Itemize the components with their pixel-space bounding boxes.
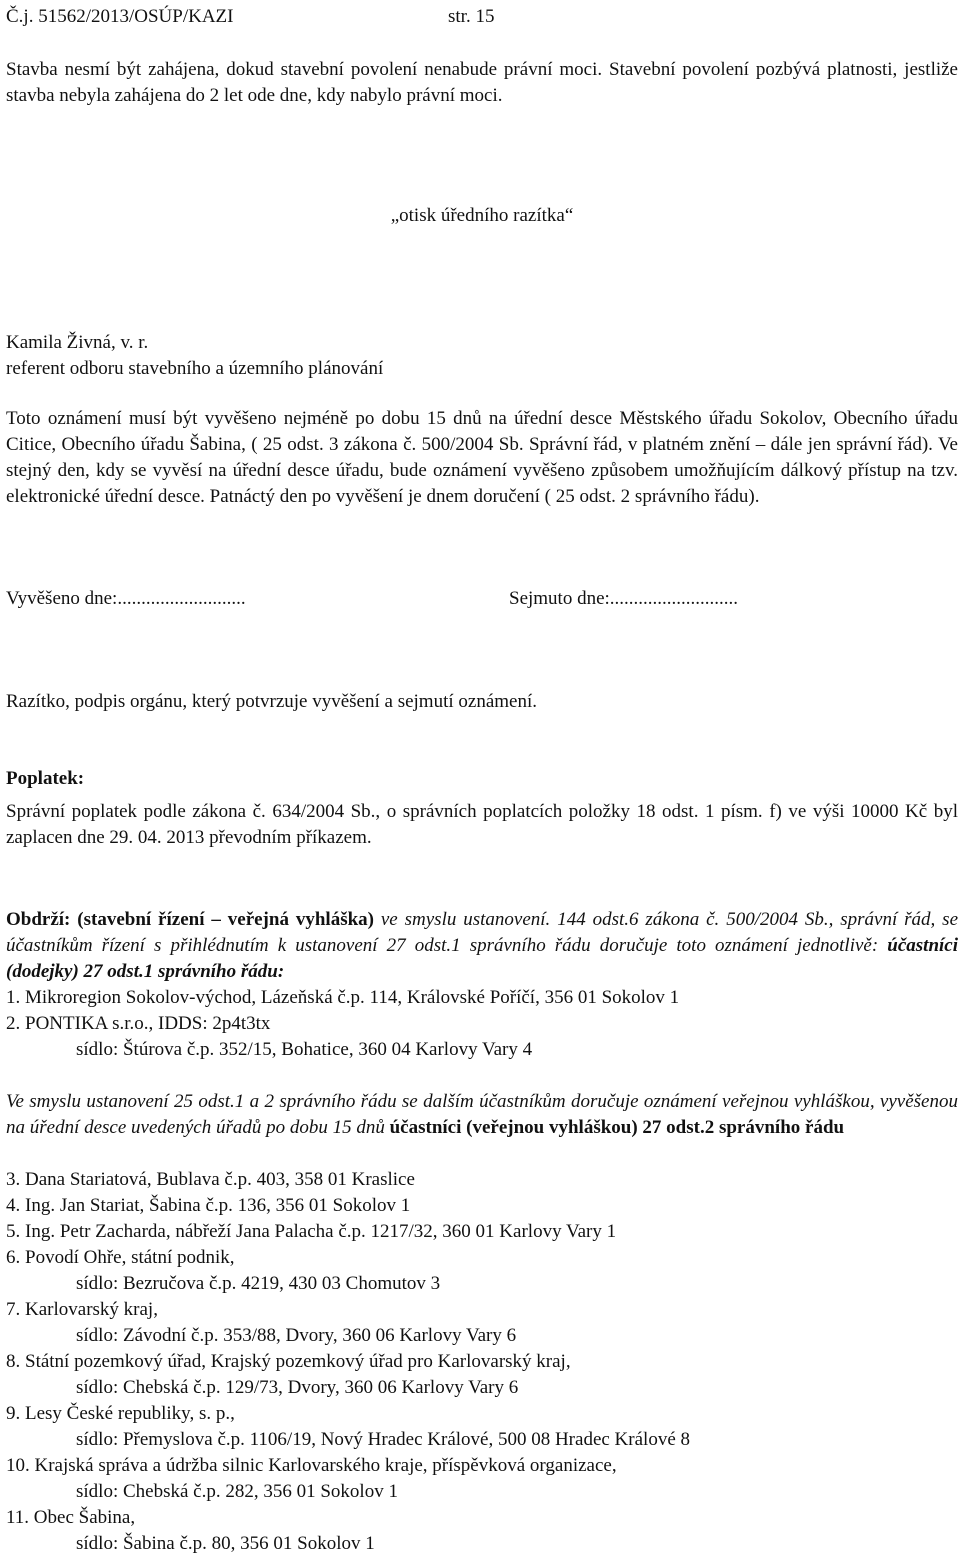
direct-recipients-list bbox=[6, 985, 958, 1063]
recipients-heading bbox=[6, 907, 958, 985]
list-item: 11. Obec Šabina, bbox=[6, 1507, 136, 1528]
list-item-address: sídlo: Chebská č.p. 282, 356 01 Sokolov 1 bbox=[76, 1481, 398, 1502]
list-item: 6. Povodí Ohře, státní podnik, bbox=[6, 1247, 235, 1268]
public-intro-legal: Ve smyslu ustanovení 25 odst.1 a 2 správního řádu se dalším účastníkům doručuje oznámení veřejnou vyhláškou, vyvěšenou na úřední desce uvedených úřadů po dobu 15 dnů bbox=[6, 1091, 958, 1138]
list-item: 8. Státní pozemkový úřad, Krajský pozemkový úřad pro Karlovarský kraj, bbox=[6, 1351, 571, 1372]
list-item-address: sídlo: Závodní č.p. 353/88, Dvory, 360 06 Karlovy Vary 6 bbox=[76, 1325, 517, 1346]
fee-text: Správní poplatek podle zákona č. 634/2004 Sb., o správních poplatcích položky 18 odst. 1 písm. f) ve výši 10000 Kč byl zaplacen dne 29. 04. 2013 převodním příkazem. bbox=[6, 801, 958, 848]
list-item-address: sídlo: Štúrova č.p. 352/15, Bohatice, 360 04 Karlovy Vary 4 bbox=[76, 1039, 533, 1060]
signatory-name: Kamila Živná, v. r. bbox=[6, 332, 149, 353]
recipients-heading-legal: ve smyslu ustanovení. 144 odst.6 zákona č. 500/2004 Sb., správní řád, se účastníkům řízení s přihlédnutím k ustanovení 27 odst.1 správního řádu doručuje toto oznámení jednotlivě: bbox=[6, 909, 958, 956]
stamp-signature-note: Razítko, podpis orgánu, který potvrzuje vyvěšení a sejmutí oznámení. bbox=[6, 691, 537, 712]
intro-paragraph: Stavba nesmí být zahájena, dokud stavební povolení nenabude právní moci. Stavební povolení pozbývá platnosti, jestliže stavba nebyla zahájena do 2 let ode dne, kdy nabylo právní moci. bbox=[6, 59, 958, 106]
list-item-address: sídlo: Přemyslova č.p. 1106/19, Nový Hradec Králové, 500 08 Hradec Králové 8 bbox=[76, 1429, 691, 1450]
reference-number: Č.j. 51562/2013/OSÚP/KAZI bbox=[6, 6, 234, 27]
list-item: 7. Karlovarský kraj, bbox=[6, 1299, 158, 1320]
signatory-role: referent odboru stavebního a územního plánování bbox=[6, 358, 384, 379]
list-item: 4. Ing. Jan Stariat, Šabina č.p. 136, 356 01 Sokolov 1 bbox=[6, 1195, 411, 1216]
list-item: 3. Dana Stariatová, Bublava č.p. 403, 358 01 Kraslice bbox=[6, 1169, 415, 1190]
list-item: 1. Mikroregion Sokolov-východ, Lázeňská č.p. 114, Královské Poříčí, 356 01 Sokolov 1 bbox=[6, 987, 680, 1008]
fee-heading: Poplatek: bbox=[6, 768, 85, 789]
list-item-address: sídlo: Bezručova č.p. 4219, 430 03 Chomutov 3 bbox=[76, 1273, 441, 1294]
recipients-heading-tail: účastníci (dodejky) 27 odst.1 správního řádu: bbox=[6, 935, 958, 982]
list-item-address: sídlo: Šabina č.p. 80, 356 01 Sokolov 1 bbox=[76, 1533, 375, 1554]
list-item: 5. Ing. Petr Zacharda, nábřeží Jana Palacha č.p. 1217/32, 360 01 Karlovy Vary 1 bbox=[6, 1221, 617, 1242]
posted-on-field: Vyvěšeno dne:........................... bbox=[6, 588, 246, 609]
public-recipients-list bbox=[6, 1167, 958, 1557]
public-recipients-intro bbox=[6, 1089, 958, 1141]
public-intro-title: účastníci (veřejnou vyhláškou) 27 odst.2 správního řádu bbox=[389, 1117, 845, 1138]
list-item: 9. Lesy České republiky, s. p., bbox=[6, 1403, 235, 1424]
recipients-heading-title: Obdrží: (stavební řízení – veřejná vyhláška) bbox=[6, 909, 374, 930]
page-number: str. 15 bbox=[448, 6, 495, 27]
removed-on-field: Sejmuto dne:........................... bbox=[509, 588, 739, 609]
page-header bbox=[6, 4, 495, 30]
notice-paragraph: Toto oznámení musí být vyvěšeno nejméně po dobu 15 dnů na úřední desce Městského úřadu Sokolov, Obecního úřadu Citice, Obecního úřadu Šabina, ( 25 odst. 3 zákona č. 500/2004 Sb. Správní řád, v platném znění – dále jen správní řád). Ve stejný den, kdy se vyvěsí na úřední desce úřadu, bude oznámení vyvěšeno způsobem umožňujícím dálkový přístup na tzv. elektronické úřední desce. Patnáctý den po vyvěšení je dnem doručení ( 25 odst. 2 správního řádu). bbox=[6, 408, 958, 507]
list-item: 10. Krajská správa a údržba silnic Karlovarského kraje, příspěvková organizace, bbox=[6, 1455, 617, 1476]
list-item: 2. PONTIKA s.r.o., IDDS: 2p4t3tx bbox=[6, 1013, 271, 1034]
posting-dates bbox=[6, 586, 958, 612]
list-item-address: sídlo: Chebská č.p. 129/73, Dvory, 360 06 Karlovy Vary 6 bbox=[76, 1377, 519, 1398]
stamp-placeholder: „otisk úředního razítka“ bbox=[390, 205, 574, 226]
